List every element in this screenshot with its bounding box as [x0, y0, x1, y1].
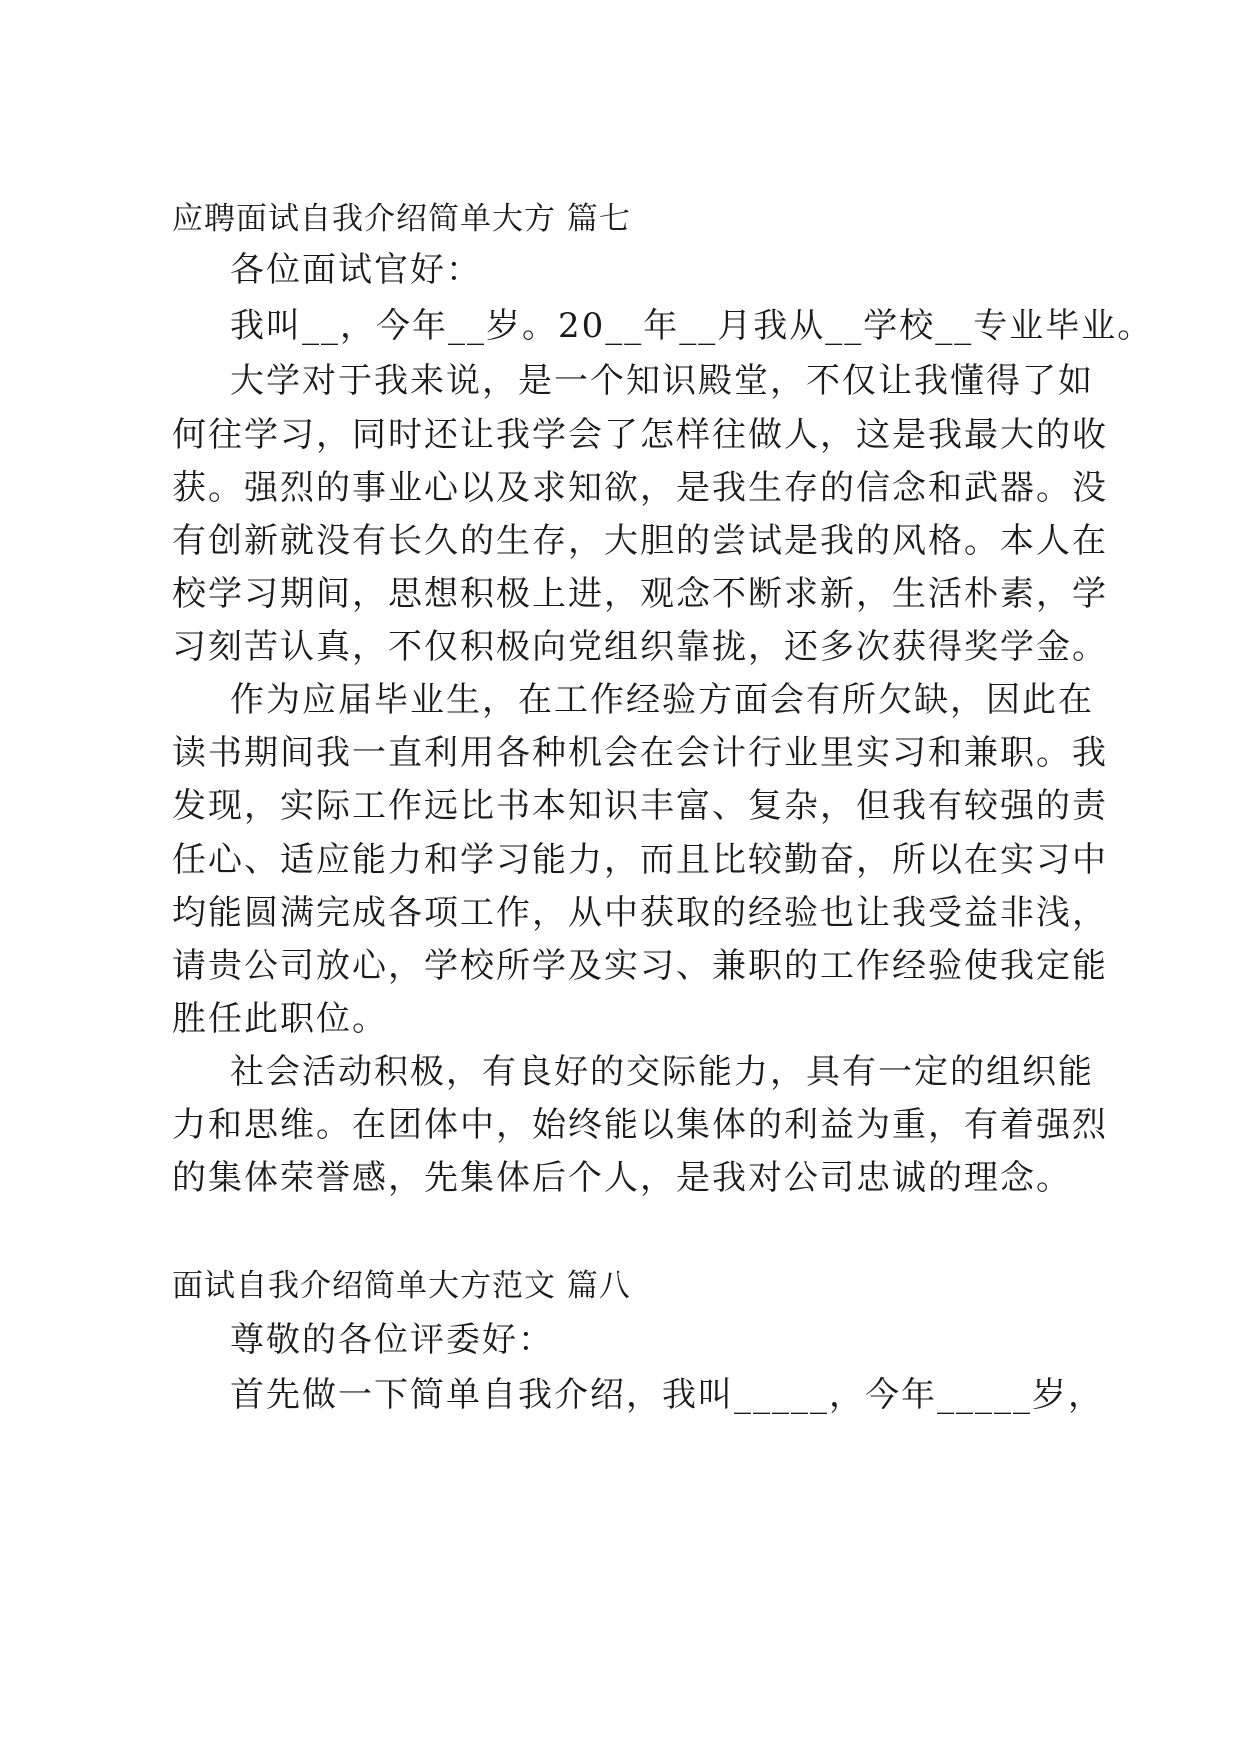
paragraph-line: 的集体荣誉感，先集体后个人，是我对公司忠诚的理念。 — [172, 1158, 1072, 1198]
paragraph-line: 力和思维。在团体中，始终能以集体的利益为重，有着强烈 — [172, 1105, 1108, 1145]
paragraph-line: 有创新就没有长久的生存，大胆的尝试是我的风格。本人在 — [172, 521, 1108, 561]
section-8-title: 面试自我介绍简单大方范文 篇八 — [172, 1268, 631, 1304]
paragraph-line: 均能圆满完成各项工作，从中获取的经验也让我受益非浅， — [172, 893, 1108, 933]
section-7-intro: 我叫__，今年__岁。20__年__月我从__学校__专业毕业。 — [230, 306, 1154, 346]
section-8-intro: 首先做一下简单自我介绍，我叫_____，今年_____岁， — [230, 1375, 1104, 1415]
paragraph-line: 习刻苦认真，不仅积极向党组织靠拢，还多次获得奖学金。 — [172, 627, 1108, 667]
paragraph-line: 任心、适应能力和学习能力，而且比较勤奋，所以在实习中 — [172, 840, 1108, 880]
section-8-greeting: 尊敬的各位评委好： — [230, 1320, 554, 1360]
section-7-title: 应聘面试自我介绍简单大方 篇七 — [172, 201, 631, 237]
paragraph-line: 获。强烈的事业心以及求知欲，是我生存的信念和武器。没 — [172, 468, 1108, 508]
paragraph-line: 大学对于我来说，是一个知识殿堂，不仅让我懂得了如 — [230, 361, 1094, 401]
paragraph-line: 胜任此职位。 — [172, 999, 388, 1039]
paragraph-line: 发现，实际工作远比书本知识丰富、复杂，但我有较强的责 — [172, 786, 1108, 826]
paragraph-line: 作为应届毕业生，在工作经验方面会有所欠缺，因此在 — [230, 680, 1094, 720]
section-7-greeting: 各位面试官好： — [230, 250, 482, 290]
paragraph-line: 读书期间我一直利用各种机会在会计行业里实习和兼职。我 — [172, 733, 1108, 773]
paragraph-line: 社会活动积极，有良好的交际能力，具有一定的组织能 — [230, 1052, 1094, 1092]
paragraph-line: 请贵公司放心，学校所学及实习、兼职的工作经验使我定能 — [172, 946, 1108, 986]
paragraph-line: 校学习期间，思想积极上进，观念不断求新，生活朴素，学 — [172, 574, 1108, 614]
paragraph-line: 何往学习，同时还让我学会了怎样往做人，这是我最大的收 — [172, 415, 1108, 455]
